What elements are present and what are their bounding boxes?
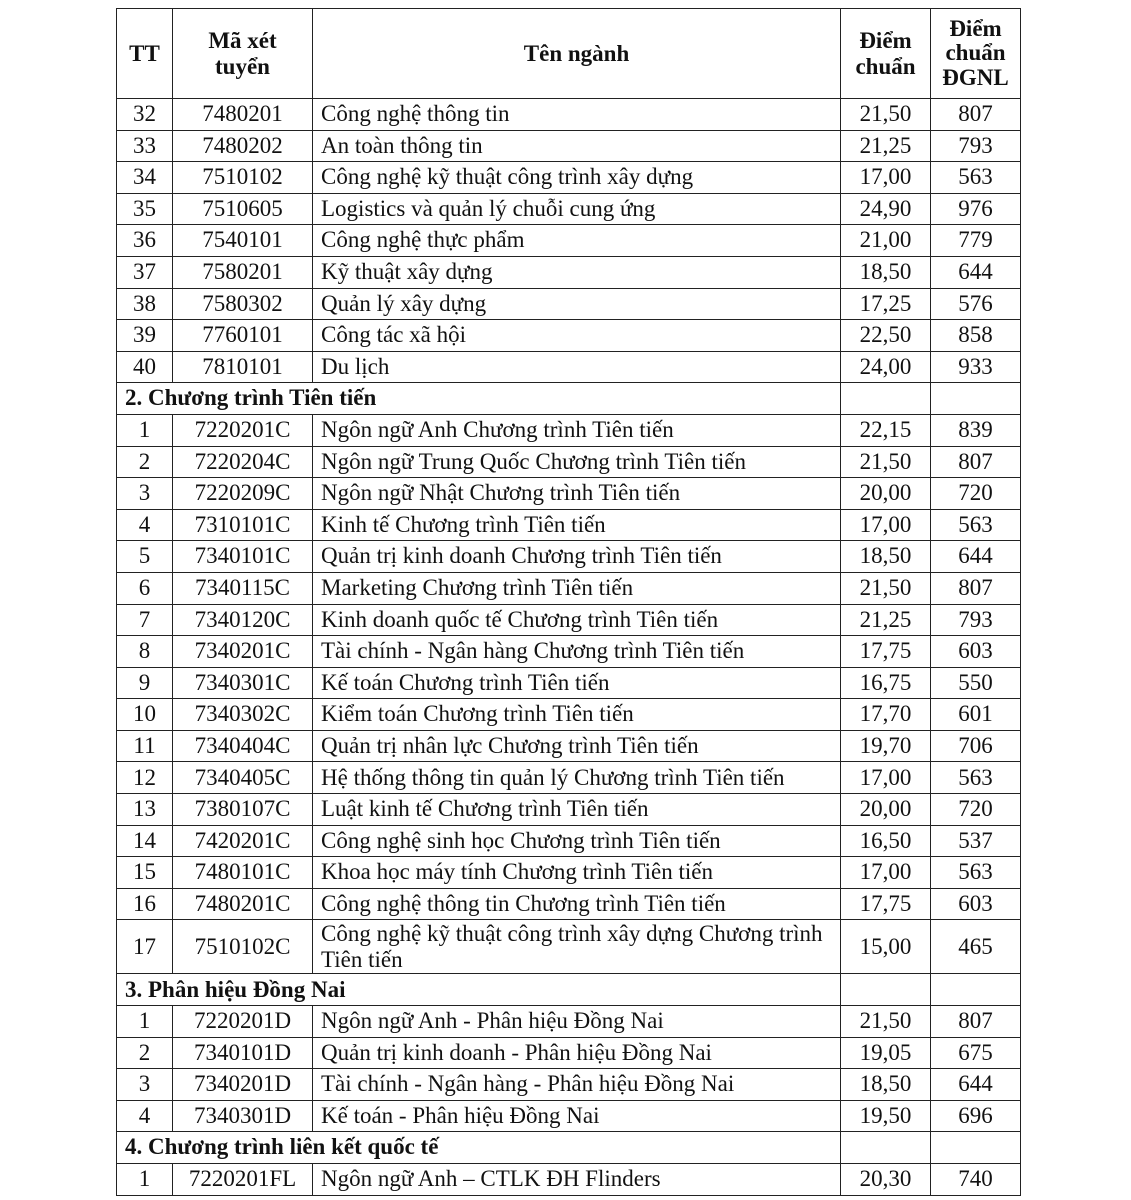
admission-score-table (116, 8, 1021, 1196)
section-empty-cell (931, 1132, 1021, 1164)
cell-diem-chuan: 17,70 (841, 699, 931, 731)
cell-diem-dgnl: 603 (931, 888, 1021, 920)
cell-ten-nganh: An toàn thông tin (313, 130, 841, 162)
cell-ten-nganh: Quản trị kinh doanh - Phân hiệu Đồng Nai (313, 1037, 841, 1069)
cell-ma-xet-tuyen: 7340101C (173, 541, 313, 573)
cell-ten-nganh: Ngôn ngữ Trung Quốc Chương trình Tiên tiến (313, 446, 841, 478)
cell-diem-dgnl: 720 (931, 478, 1021, 510)
table-row (117, 825, 1021, 857)
cell-ma-xet-tuyen: 7340115C (173, 572, 313, 604)
cell-diem-chuan: 16,50 (841, 825, 931, 857)
table-row (117, 414, 1021, 446)
cell-ma-xet-tuyen: 7310101C (173, 509, 313, 541)
cell-ten-nganh: Quản lý xây dựng (313, 288, 841, 320)
cell-ma-xet-tuyen: 7810101 (173, 351, 313, 383)
cell-diem-dgnl: 793 (931, 130, 1021, 162)
cell-diem-dgnl: 933 (931, 351, 1021, 383)
section-title: 3. Phân hiệu Đồng Nai (117, 974, 841, 1006)
cell-diem-chuan: 18,50 (841, 1069, 931, 1101)
cell-ma-xet-tuyen: 7340101D (173, 1037, 313, 1069)
admission-score-table-page (116, 8, 1021, 1196)
cell-diem-chuan: 17,75 (841, 636, 931, 668)
cell-ma-xet-tuyen: 7510605 (173, 193, 313, 225)
cell-diem-dgnl: 675 (931, 1037, 1021, 1069)
table-row (117, 699, 1021, 731)
table-row (117, 604, 1021, 636)
cell-diem-chuan: 17,00 (841, 857, 931, 889)
cell-tt: 40 (117, 351, 173, 383)
cell-ten-nganh: Ngôn ngữ Anh - Phân hiệu Đồng Nai (313, 1006, 841, 1038)
section-empty-cell (931, 383, 1021, 415)
cell-tt: 1 (117, 414, 173, 446)
cell-ten-nganh: Ngôn ngữ Anh – CTLK ĐH Flinders (313, 1164, 841, 1196)
cell-tt: 33 (117, 130, 173, 162)
cell-tt: 16 (117, 888, 173, 920)
cell-ten-nganh: Quản trị nhân lực Chương trình Tiên tiến (313, 730, 841, 762)
cell-tt: 32 (117, 99, 173, 131)
cell-diem-chuan: 19,05 (841, 1037, 931, 1069)
cell-tt: 17 (117, 920, 173, 974)
cell-ma-xet-tuyen: 7540101 (173, 225, 313, 257)
table-row (117, 730, 1021, 762)
cell-diem-dgnl: 465 (931, 920, 1021, 974)
cell-tt: 7 (117, 604, 173, 636)
cell-ten-nganh: Khoa học máy tính Chương trình Tiên tiến (313, 857, 841, 889)
cell-ten-nganh: Công nghệ thông tin Chương trình Tiên tiến (313, 888, 841, 920)
cell-tt: 11 (117, 730, 173, 762)
cell-tt: 1 (117, 1164, 173, 1196)
cell-diem-chuan: 24,00 (841, 351, 931, 383)
table-row (117, 99, 1021, 131)
cell-diem-dgnl: 807 (931, 572, 1021, 604)
cell-diem-dgnl: 807 (931, 446, 1021, 478)
cell-ma-xet-tuyen: 7340404C (173, 730, 313, 762)
table-row (117, 1164, 1021, 1196)
cell-diem-dgnl: 644 (931, 256, 1021, 288)
table-row (117, 509, 1021, 541)
cell-ma-xet-tuyen: 7480202 (173, 130, 313, 162)
cell-diem-chuan: 18,50 (841, 256, 931, 288)
cell-ten-nganh: Kế toán - Phân hiệu Đồng Nai (313, 1100, 841, 1132)
cell-diem-chuan: 17,75 (841, 888, 931, 920)
cell-tt: 8 (117, 636, 173, 668)
cell-ma-xet-tuyen: 7580201 (173, 256, 313, 288)
cell-ma-xet-tuyen: 7340302C (173, 699, 313, 731)
cell-ma-xet-tuyen: 7220201FL (173, 1164, 313, 1196)
cell-tt: 37 (117, 256, 173, 288)
header-ma-xet-tuyen: Mã xét tuyển (173, 9, 313, 99)
cell-diem-dgnl: 706 (931, 730, 1021, 762)
table-row (117, 636, 1021, 668)
cell-diem-chuan: 22,50 (841, 320, 931, 352)
cell-ma-xet-tuyen: 7480201C (173, 888, 313, 920)
cell-ten-nganh: Công tác xã hội (313, 320, 841, 352)
cell-ma-xet-tuyen: 7580302 (173, 288, 313, 320)
cell-ma-xet-tuyen: 7340201C (173, 636, 313, 668)
cell-diem-chuan: 21,50 (841, 99, 931, 131)
cell-diem-chuan: 20,00 (841, 794, 931, 826)
cell-ma-xet-tuyen: 7480101C (173, 857, 313, 889)
table-row (117, 1069, 1021, 1101)
cell-diem-chuan: 21,00 (841, 225, 931, 257)
cell-ma-xet-tuyen: 7380107C (173, 794, 313, 826)
section-title: 4. Chương trình liên kết quốc tế (117, 1132, 841, 1164)
cell-tt: 14 (117, 825, 173, 857)
cell-diem-chuan: 24,90 (841, 193, 931, 225)
cell-diem-dgnl: 779 (931, 225, 1021, 257)
cell-ma-xet-tuyen: 7480201 (173, 99, 313, 131)
cell-tt: 9 (117, 667, 173, 699)
section-title: 2. Chương trình Tiên tiến (117, 383, 841, 415)
table-row (117, 1100, 1021, 1132)
table-row (117, 857, 1021, 889)
cell-diem-dgnl: 793 (931, 604, 1021, 636)
cell-tt: 36 (117, 225, 173, 257)
cell-diem-dgnl: 601 (931, 699, 1021, 731)
cell-ma-xet-tuyen: 7760101 (173, 320, 313, 352)
cell-diem-chuan: 22,15 (841, 414, 931, 446)
cell-ten-nganh: Ngôn ngữ Anh Chương trình Tiên tiến (313, 414, 841, 446)
cell-diem-chuan: 19,70 (841, 730, 931, 762)
table-row (117, 256, 1021, 288)
cell-tt: 2 (117, 1037, 173, 1069)
cell-ma-xet-tuyen: 7340201D (173, 1069, 313, 1101)
cell-diem-dgnl: 563 (931, 162, 1021, 194)
cell-ma-xet-tuyen: 7220209C (173, 478, 313, 510)
cell-diem-chuan: 17,00 (841, 762, 931, 794)
cell-diem-dgnl: 563 (931, 762, 1021, 794)
cell-ten-nganh: Tài chính - Ngân hàng - Phân hiệu Đồng Nai (313, 1069, 841, 1101)
cell-diem-chuan: 19,50 (841, 1100, 931, 1132)
cell-diem-chuan: 21,50 (841, 572, 931, 604)
cell-ten-nganh: Công nghệ kỹ thuật công trình xây dựng (313, 162, 841, 194)
cell-diem-chuan: 17,00 (841, 509, 931, 541)
cell-diem-chuan: 20,30 (841, 1164, 931, 1196)
section-empty-cell (841, 1132, 931, 1164)
table-row (117, 572, 1021, 604)
section-empty-cell (841, 383, 931, 415)
table-row (117, 320, 1021, 352)
cell-ma-xet-tuyen: 7220201C (173, 414, 313, 446)
cell-diem-dgnl: 576 (931, 288, 1021, 320)
cell-diem-chuan: 20,00 (841, 478, 931, 510)
cell-ten-nganh: Kiểm toán Chương trình Tiên tiến (313, 699, 841, 731)
cell-diem-dgnl: 603 (931, 636, 1021, 668)
cell-ten-nganh: Logistics và quản lý chuỗi cung ứng (313, 193, 841, 225)
section-empty-cell (931, 974, 1021, 1006)
table-body (117, 99, 1021, 1196)
cell-diem-dgnl: 976 (931, 193, 1021, 225)
cell-diem-dgnl: 563 (931, 509, 1021, 541)
cell-diem-dgnl: 644 (931, 1069, 1021, 1101)
cell-tt: 39 (117, 320, 173, 352)
table-row (117, 1006, 1021, 1038)
cell-ma-xet-tuyen: 7510102C (173, 920, 313, 974)
cell-tt: 3 (117, 478, 173, 510)
cell-diem-dgnl: 563 (931, 857, 1021, 889)
table-row (117, 762, 1021, 794)
cell-ten-nganh: Kỹ thuật xây dựng (313, 256, 841, 288)
cell-ten-nganh: Marketing Chương trình Tiên tiến (313, 572, 841, 604)
section-row (117, 974, 1021, 1006)
cell-diem-chuan: 18,50 (841, 541, 931, 573)
cell-diem-dgnl: 696 (931, 1100, 1021, 1132)
cell-ten-nganh: Luật kinh tế Chương trình Tiên tiến (313, 794, 841, 826)
cell-tt: 13 (117, 794, 173, 826)
cell-diem-dgnl: 807 (931, 99, 1021, 131)
cell-ma-xet-tuyen: 7510102 (173, 162, 313, 194)
table-row (117, 478, 1021, 510)
cell-ma-xet-tuyen: 7340301D (173, 1100, 313, 1132)
table-row (117, 351, 1021, 383)
cell-diem-dgnl: 537 (931, 825, 1021, 857)
table-row (117, 225, 1021, 257)
cell-tt: 3 (117, 1069, 173, 1101)
table-header-row (117, 9, 1021, 99)
cell-ten-nganh: Công nghệ kỹ thuật công trình xây dựng Chương trình Tiên tiến (313, 920, 841, 974)
cell-tt: 10 (117, 699, 173, 731)
header-diem-chuan: Điểm chuẩn (841, 9, 931, 99)
cell-ma-xet-tuyen: 7340405C (173, 762, 313, 794)
cell-ten-nganh: Công nghệ thông tin (313, 99, 841, 131)
table-row (117, 130, 1021, 162)
cell-ten-nganh: Tài chính - Ngân hàng Chương trình Tiên tiến (313, 636, 841, 668)
cell-tt: 15 (117, 857, 173, 889)
cell-diem-chuan: 15,00 (841, 920, 931, 974)
table-row (117, 920, 1021, 974)
cell-ten-nganh: Kinh tế Chương trình Tiên tiến (313, 509, 841, 541)
cell-ma-xet-tuyen: 7340301C (173, 667, 313, 699)
cell-diem-chuan: 21,25 (841, 130, 931, 162)
cell-diem-chuan: 21,50 (841, 1006, 931, 1038)
cell-ma-xet-tuyen: 7340120C (173, 604, 313, 636)
cell-tt: 5 (117, 541, 173, 573)
header-ten-nganh: Tên ngành (313, 9, 841, 99)
cell-diem-dgnl: 644 (931, 541, 1021, 573)
table-row (117, 193, 1021, 225)
cell-ten-nganh: Công nghệ thực phẩm (313, 225, 841, 257)
cell-tt: 38 (117, 288, 173, 320)
cell-diem-dgnl: 858 (931, 320, 1021, 352)
cell-diem-chuan: 17,00 (841, 162, 931, 194)
section-row (117, 383, 1021, 415)
cell-ten-nganh: Ngôn ngữ Nhật Chương trình Tiên tiến (313, 478, 841, 510)
cell-diem-dgnl: 550 (931, 667, 1021, 699)
cell-ten-nganh: Kinh doanh quốc tế Chương trình Tiên tiến (313, 604, 841, 636)
cell-ma-xet-tuyen: 7420201C (173, 825, 313, 857)
cell-ma-xet-tuyen: 7220204C (173, 446, 313, 478)
cell-diem-dgnl: 720 (931, 794, 1021, 826)
cell-tt: 1 (117, 1006, 173, 1038)
section-row (117, 1132, 1021, 1164)
cell-diem-dgnl: 807 (931, 1006, 1021, 1038)
table-row (117, 1037, 1021, 1069)
cell-tt: 6 (117, 572, 173, 604)
cell-tt: 12 (117, 762, 173, 794)
cell-ten-nganh: Hệ thống thông tin quản lý Chương trình Tiên tiến (313, 762, 841, 794)
header-diem-chuan-dgnl: Điểm chuẩn ĐGNL (931, 9, 1021, 99)
cell-tt: 4 (117, 1100, 173, 1132)
cell-diem-dgnl: 740 (931, 1164, 1021, 1196)
section-empty-cell (841, 974, 931, 1006)
table-row (117, 888, 1021, 920)
cell-tt: 35 (117, 193, 173, 225)
table-row (117, 446, 1021, 478)
cell-diem-chuan: 21,50 (841, 446, 931, 478)
cell-diem-chuan: 17,25 (841, 288, 931, 320)
cell-diem-dgnl: 839 (931, 414, 1021, 446)
table-row (117, 162, 1021, 194)
table-row (117, 794, 1021, 826)
cell-diem-chuan: 16,75 (841, 667, 931, 699)
table-row (117, 667, 1021, 699)
cell-tt: 2 (117, 446, 173, 478)
header-tt: TT (117, 9, 173, 99)
cell-ten-nganh: Du lịch (313, 351, 841, 383)
cell-ma-xet-tuyen: 7220201D (173, 1006, 313, 1038)
table-row (117, 288, 1021, 320)
cell-diem-chuan: 21,25 (841, 604, 931, 636)
cell-ten-nganh: Công nghệ sinh học Chương trình Tiên tiến (313, 825, 841, 857)
table-row (117, 541, 1021, 573)
cell-ten-nganh: Kế toán Chương trình Tiên tiến (313, 667, 841, 699)
cell-tt: 34 (117, 162, 173, 194)
cell-ten-nganh: Quản trị kinh doanh Chương trình Tiên tiến (313, 541, 841, 573)
cell-tt: 4 (117, 509, 173, 541)
